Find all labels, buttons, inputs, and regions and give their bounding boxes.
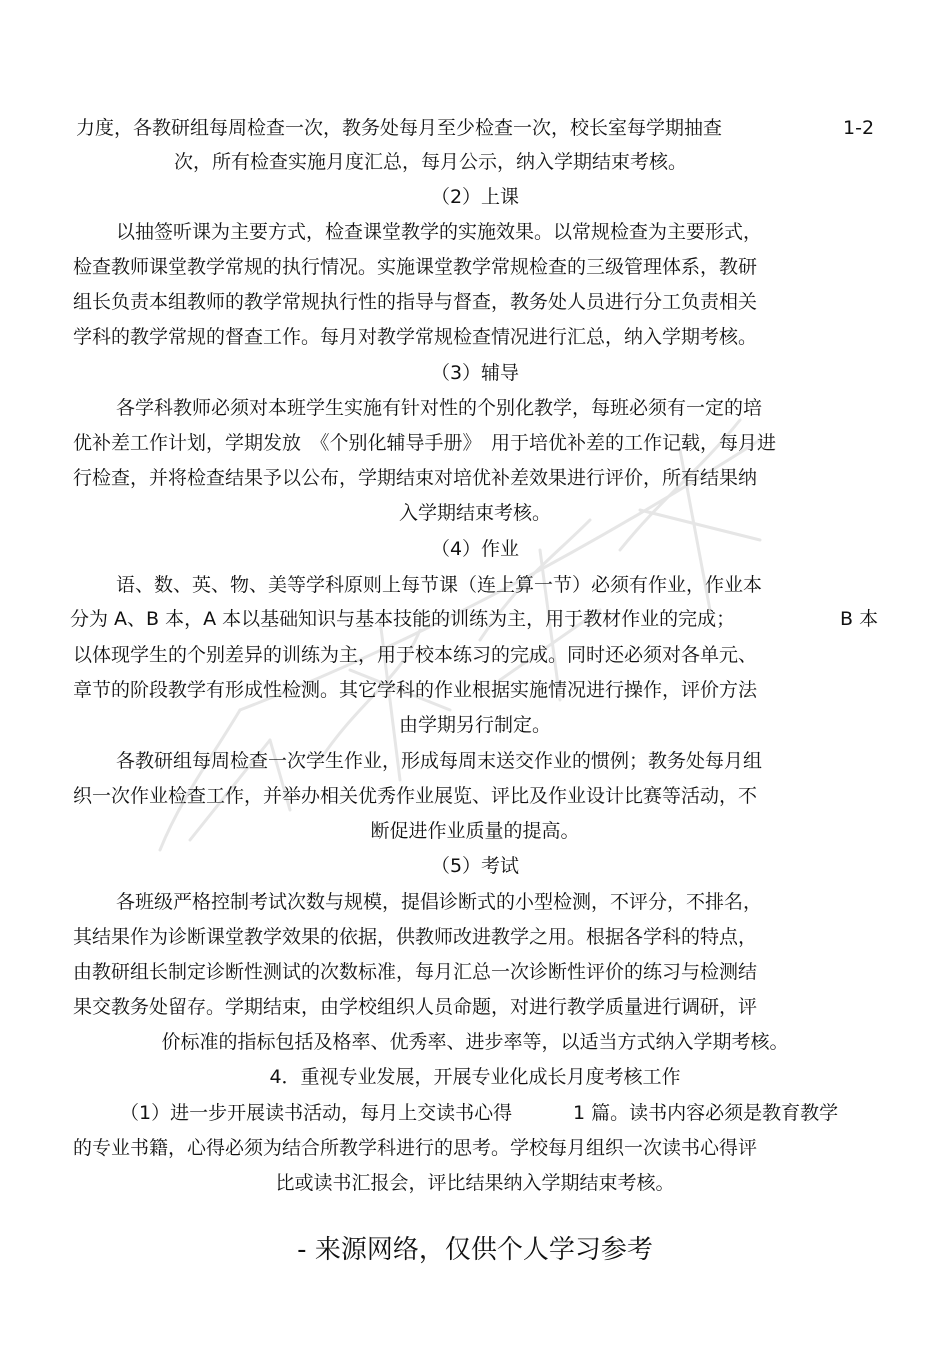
text-line: 各学科教师必须对本班学生实施有针对性的个别化教学，每班必须有一定的培 [116, 397, 763, 419]
text-line: 以抽签听课为主要方式，检查课堂教学的实施效果。以常规检查为主要形式， [116, 221, 763, 243]
text-line: 断促进作业质量的提高。 [370, 820, 580, 842]
text-line: 分为 A、B 本，A 本以基础知识与基本技能的训练为主，用于教材作业的完成； [70, 608, 736, 630]
text-line: 章节的阶段教学有形成性检测。其它学科的作业根据实施情况进行操作，评价方法 [73, 679, 758, 701]
text-line: 检查教师课堂教学常规的执行情况。实施课堂教学常规检查的三级管理体系，教研 [73, 256, 758, 278]
section-heading-exam: （5）考试 [430, 855, 520, 877]
text-line: 1 篇。读书内容必须是教育教学 [573, 1102, 839, 1124]
text-line: 果交教务处留存。学期结束，由学校组织人员命题，对进行教学质量进行调研，评 [73, 996, 758, 1018]
text-line: 由学期另行制定。 [398, 714, 551, 736]
text-line: 织一次作业检查工作，并举办相关优秀作业展览、评比及作业设计比赛等活动，不 [73, 785, 758, 807]
text-line: B 本 [840, 608, 879, 630]
text-line: 各教研组每周检查一次学生作业，形成每周末送交作业的惯例；教务处每月组 [116, 750, 763, 772]
text-line: 语、数、英、物、美等学科原则上每节课（连上算一节）必须有作业，作业本 [116, 574, 763, 596]
text-line: 入学期结束考核。 [398, 502, 551, 524]
text-line: 力度，各教研组每周检查一次，教务处每月至少检查一次，校长室每学期抽查 [76, 117, 723, 139]
section-heading-lesson: （2）上课 [430, 186, 520, 208]
text-line: 学科的教学常规的督查工作。每月对教学常规检查情况进行汇总，纳入学期考核。 [73, 326, 758, 348]
text-line: 由教研组长制定诊断性测试的次数标准，每月汇总一次诊断性评价的练习与检测结 [73, 961, 758, 983]
text-line: 组长负责本组教师的教学常规执行性的指导与督查，教务处人员进行分工负责相关 [73, 291, 758, 313]
section-heading-homework: （4）作业 [430, 538, 520, 560]
section-heading-professional-development: 4．重视专业发展，开展专业化成长月度考核工作 [269, 1066, 681, 1088]
section-heading-tutoring: （3）辅导 [430, 362, 520, 384]
text-line: 行检查，并将检查结果予以公布，学期结束对培优补差效果进行评价，所有结果纳 [73, 467, 758, 489]
text-line: 以体现学生的个别差异的训练为主，用于校本练习的完成。同时还必须对各单元、 [73, 644, 758, 666]
text-line: 其结果作为诊断课堂教学效果的依据，供教师改进教学之用。根据各学科的特点， [73, 926, 758, 948]
footer-note: - 来源网络，仅供个人学习参考 [297, 1235, 653, 1265]
text-line: 的专业书籍，心得必须为结合所教学科进行的思考。学校每月组织一次读书心得评 [73, 1137, 758, 1159]
text-line: 各班级严格控制考试次数与规模，提倡诊断式的小型检测，不评分，不排名， [116, 891, 763, 913]
text-line: （1）进一步开展读书活动，每月上交读书心得 [120, 1102, 513, 1124]
text-line: 价标准的指标包括及格率、优秀率、进步率等，以适当方式纳入学期考核。 [161, 1031, 789, 1053]
text-line: 优补差工作计划，学期发放 《个别化辅导手册》 用于培优补差的工作记载，每月进 [73, 432, 777, 454]
text-line: 比或读书汇报会，评比结果纳入学期结束考核。 [275, 1172, 675, 1194]
text-line: 1-2 [843, 117, 875, 139]
text-line: 次，所有检查实施月度汇总，每月公示，纳入学期结束考核。 [174, 151, 688, 173]
